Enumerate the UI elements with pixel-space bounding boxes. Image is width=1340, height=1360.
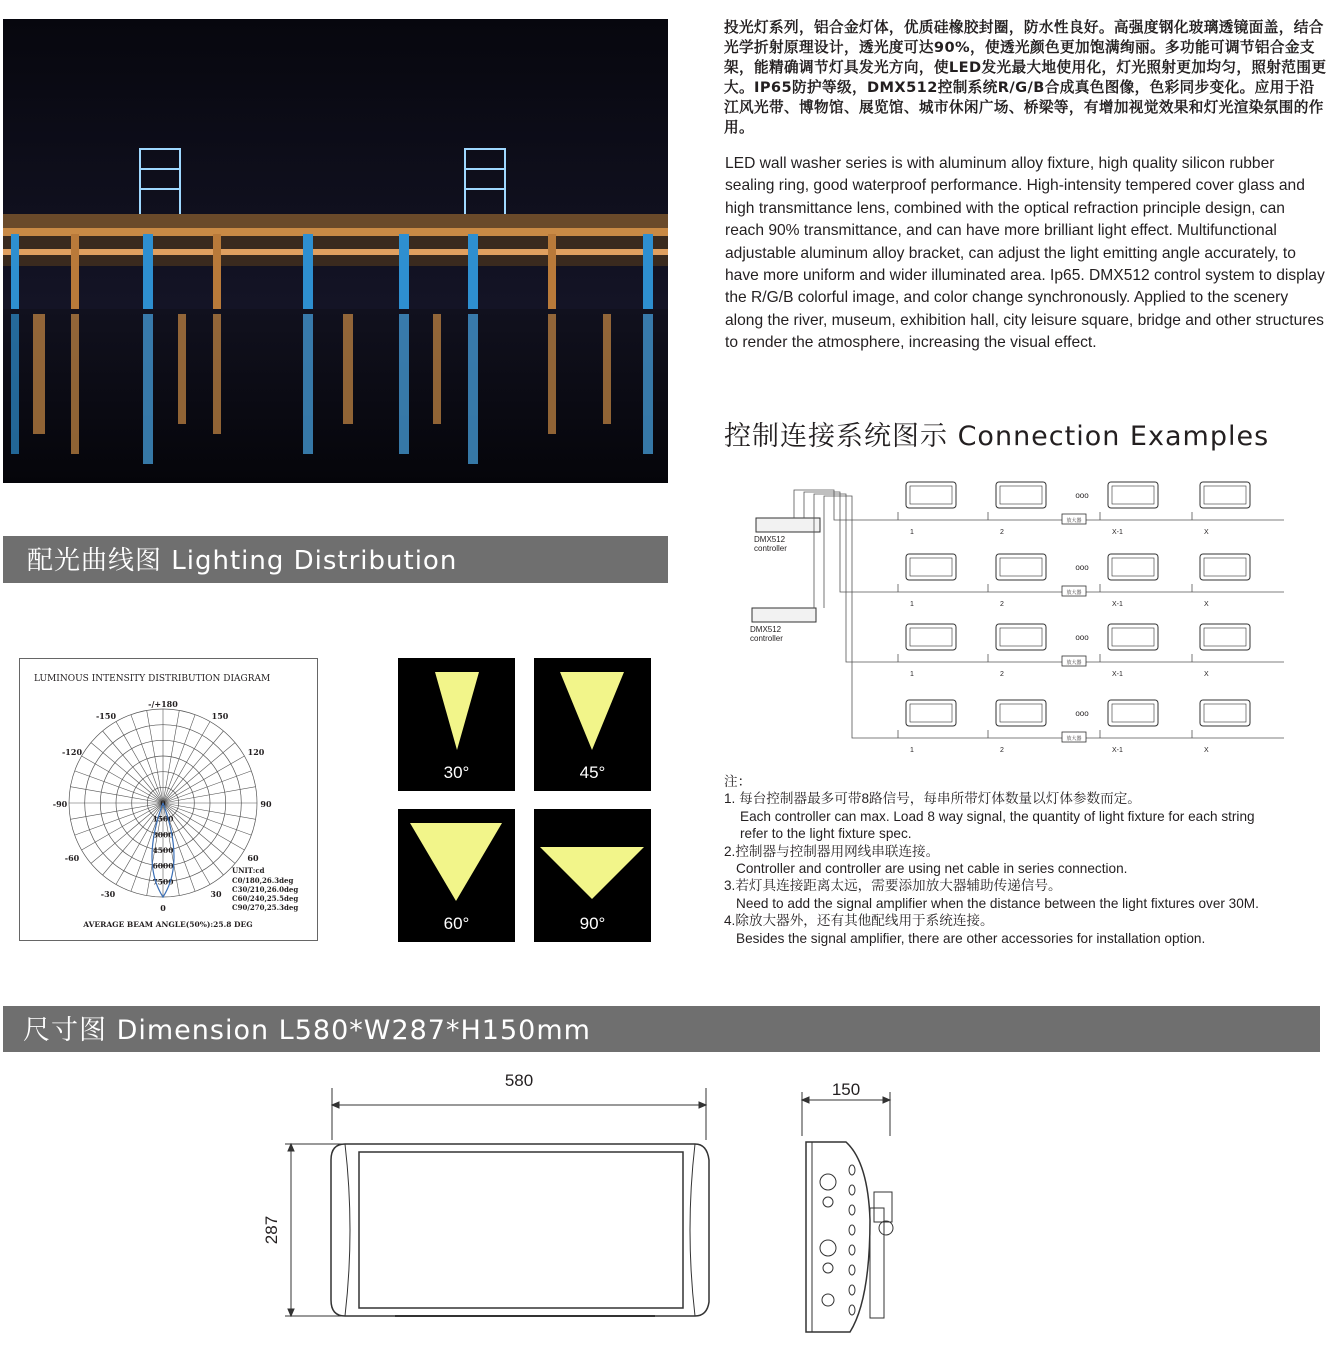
fixture-label: 1: [910, 529, 914, 536]
amplifier-label: 放大器: [1066, 590, 1082, 596]
controller-label: controller: [754, 544, 787, 553]
fixture-label: 2: [1000, 747, 1004, 754]
angle-label-p90: 90: [260, 799, 272, 809]
lighting-distribution-header: 配光曲线图 Lighting Distribution: [3, 536, 668, 583]
front-view-drawing: [255, 1060, 725, 1340]
fixture-label: 1: [910, 671, 914, 678]
luminous-intensity-diagram: [19, 658, 318, 941]
note-4-en: Besides the signal amplifier, there are other accessories for installation option.: [736, 930, 1206, 946]
height-label: 150: [831, 1080, 861, 1099]
signal-cable: [824, 496, 884, 738]
front-view-outline: [255, 1060, 725, 1340]
beam-90-tile: [534, 809, 651, 942]
legend-line: C0/180,26.3deg: [232, 876, 294, 885]
signal-cable: [814, 494, 884, 662]
fixture-label: X: [1204, 601, 1209, 608]
signal-cable: [794, 490, 884, 520]
dmx512-controller-2: [752, 608, 816, 622]
radial-label: 1500: [152, 814, 174, 824]
amplifier-label: 放大器: [1066, 518, 1082, 524]
legend-line: C90/270,25.3deg: [232, 903, 299, 912]
angle-label-p120: 120: [247, 747, 265, 757]
fixture-label: X: [1204, 529, 1209, 536]
dmx512-controller-1: [756, 518, 820, 532]
fixture-label: X-1: [1112, 671, 1123, 678]
fixture-label: 2: [1000, 671, 1004, 678]
beam-60-label: 60°: [443, 914, 470, 933]
dimension-header: 尺寸图 Dimension L580*W287*H150mm: [3, 1006, 1320, 1052]
controller-label: controller: [750, 634, 783, 643]
note-4-cn: 4.除放大器外，还有其他配线用于系统连接。: [724, 913, 994, 929]
fixture-label: X-1: [1112, 529, 1123, 536]
beam-30-label: 30°: [443, 763, 470, 782]
controller-label: DMX512: [750, 625, 782, 634]
angle-label-p60: 60: [247, 853, 259, 863]
fixture-label: X-1: [1112, 747, 1123, 754]
radial-label: 0: [160, 799, 166, 808]
amplifier-label: 放大器: [1066, 660, 1082, 666]
radial-label: 3000: [152, 830, 174, 840]
angle-label-top: -/+180: [148, 699, 178, 709]
note-1-en-b: refer to the light fixture spec.: [740, 826, 912, 842]
diagram-title: LUMINOUS INTENSITY DISTRIBUTION DIAGRAM: [34, 674, 271, 684]
width-label: 287: [262, 1215, 281, 1245]
angle-label-m120: -120: [61, 747, 83, 757]
legend-line: C30/210,26.0deg: [232, 885, 299, 894]
fixture-label: X: [1204, 747, 1209, 754]
fixture-label: 2: [1000, 601, 1004, 608]
beam-45-label: 45°: [579, 763, 606, 782]
angle-label-m150: -150: [95, 711, 117, 721]
angle-label-bottom: 0: [160, 903, 166, 913]
radial-label: 6000: [152, 861, 174, 871]
ellipsis-label: ooo: [1075, 563, 1089, 572]
angle-label-m60: -60: [64, 853, 80, 863]
average-beam-angle: AVERAGE BEAM ANGLE(50%):25.8 DEG: [83, 920, 253, 929]
note-2-en: Controller and controller are using net cable in series connection.: [736, 861, 1128, 877]
fixture-label: X-1: [1112, 601, 1123, 608]
beam-60-tile: [398, 809, 515, 942]
angle-label-p30: 30: [210, 889, 222, 899]
intro-english-text: LED wall washer series is with aluminum alloy fixture, high quality silicon rubber sealing ring, good waterproof performance. High-intensity tempered cover glass and high transmittance lens, combined with the optical refraction principle design, can reach 90% transmittance, and can have more brilliant light effect. Multifunctional adjustable aluminum alloy bracket, can adjust the light emitting angle accurately, to have more uniform and wider illuminated area. Ip65. DMX512 control system to display the R/G/B colorful image, and color change synchronously. Applied to the scenery along the river, museum, exhibition hall, city leisure square, bridge and other structures to render the atmosphere, increasing the visual effect.: [725, 155, 1325, 352]
side-view-drawing: [790, 1070, 920, 1350]
legend-unit: UNIT:cd: [232, 866, 265, 875]
note-1-cn: 1. 每台控制器最多可带8路信号，每串所带灯体数量以灯体参数而定。: [724, 791, 1141, 807]
fixture-label: 1: [910, 747, 914, 754]
connection-examples-title: 控制连接系统图示 Connection Examples: [724, 421, 1270, 452]
angle-label-m30: -30: [100, 889, 116, 899]
notes-heading: 注：: [724, 774, 752, 789]
radial-label: 7500: [152, 877, 174, 887]
note-2-cn: 2.控制器与控制器用网线串联连接。: [724, 843, 940, 859]
ellipsis-label: ooo: [1075, 709, 1089, 718]
side-view-outline: [790, 1070, 920, 1350]
angle-label-p150: 150: [211, 711, 229, 721]
beam-30-tile: [398, 658, 515, 791]
ellipsis-label: ooo: [1075, 633, 1089, 642]
amplifier-label: 放大器: [1066, 736, 1082, 742]
angle-label-m90: -90: [52, 799, 68, 809]
note-3-cn: 3.若灯具连接距离太远，需要添加放大器辅助传递信号。: [724, 878, 1062, 894]
beam-90-label: 90°: [579, 914, 606, 933]
note-3-en: Need to add the signal amplifier when the distance between the light fixtures over 30M.: [736, 895, 1259, 911]
radial-label: 4500: [152, 846, 174, 855]
ellipsis-label: ooo: [1075, 491, 1089, 500]
signal-cable: [804, 492, 884, 592]
controller-label: DMX512: [754, 535, 786, 544]
legend-line: C60/240,25.5deg: [232, 894, 299, 903]
connection-diagram: [724, 470, 1324, 770]
fixture-label: 1: [910, 601, 914, 608]
fixture-label: 2: [1000, 529, 1004, 536]
note-1-en-a: Each controller can max. Load 8 way signal, the quantity of light fixture for each string: [740, 808, 1255, 824]
intro-chinese-text: 投光灯系列，铝合金灯体，优质硅橡胶封圈，防水性良好。高强度钢化玻璃透镜面盖，结合光学折射原理设计，透光度可达90%，使透光颜色更加饱满绚丽。多功能可调节铝合金支架，能精确调节灯具发光方向，使LED发光最大地使用化，灯光照射更加均匀，照射范围更大。IP65防护等级，DMX512控制系统R/G/B合成真色图像，色彩同步变化。应用于沿江风光带、博物馆、展览馆、城市休闲广场、桥梁等，有增加视觉效果和灯光渲染氛围的作用。: [724, 19, 1327, 136]
length-label: 580: [504, 1071, 534, 1090]
bridge-illustration: [3, 19, 668, 483]
notes-block: [724, 773, 1324, 947]
bridge-night-photo: [3, 19, 668, 483]
fixture-label: X: [1204, 671, 1209, 678]
beam-45-tile: [534, 658, 651, 791]
